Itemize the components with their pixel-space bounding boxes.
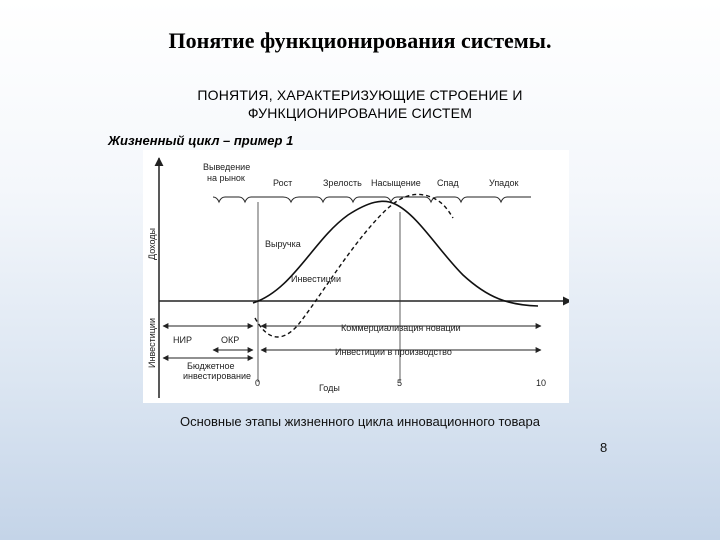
investment-curve bbox=[255, 194, 453, 337]
phase-label-growth: Рост bbox=[273, 178, 293, 188]
page-number: 8 bbox=[600, 440, 608, 455]
stage-label-okr: ОКР bbox=[221, 335, 240, 345]
x-axis-label-years: Годы bbox=[319, 383, 340, 393]
stage-label-commercialization: Коммерциализация новации bbox=[341, 323, 461, 333]
figure-label: Жизненный цикл – пример 1 bbox=[108, 133, 294, 148]
phase-label-decline: Спад bbox=[437, 178, 459, 188]
stage-label-budget-1: Бюджетное bbox=[187, 361, 235, 371]
x-tick-0: 0 bbox=[255, 378, 261, 388]
lifecycle-diagram-svg bbox=[143, 150, 569, 403]
subtitle-line-1: ПОНЯТИЯ, ХАРАКТЕРИЗУЮЩИЕ СТРОЕНИЕ И bbox=[197, 87, 523, 103]
stage-label-production-investment: Инвестиции в производство bbox=[335, 347, 452, 357]
phase-label-market-entry-2: на рынок bbox=[207, 173, 245, 183]
phase-label-downturn: Упадок bbox=[489, 178, 519, 188]
stage-label-budget-2: инвестирование bbox=[183, 371, 252, 381]
phase-brackets bbox=[213, 197, 531, 202]
lifecycle-diagram bbox=[143, 150, 569, 403]
curve-label-investment: Инвестиции bbox=[291, 274, 341, 284]
stage-label-nir: НИР bbox=[173, 335, 192, 345]
phase-label-market-entry-1: Выведение bbox=[203, 162, 251, 172]
phase-label-maturity: Зрелость bbox=[323, 178, 362, 188]
x-tick-10: 10 bbox=[536, 378, 547, 388]
slide-title: Понятие функционирования системы. bbox=[168, 28, 552, 53]
phase-label-saturation: Насыщение bbox=[371, 178, 421, 188]
axis-label-investment: Инвестиции bbox=[147, 318, 157, 368]
revenue-curve bbox=[253, 201, 538, 306]
slide-subtitle bbox=[130, 86, 590, 122]
curve-label-revenue: Выручка bbox=[265, 239, 301, 249]
axis-label-income: Доходы bbox=[147, 227, 157, 260]
subtitle-line-2: ФУНКЦИОНИРОВАНИЕ СИСТЕМ bbox=[247, 105, 473, 121]
x-tick-5: 5 bbox=[397, 378, 403, 388]
figure-caption: Основные этапы жизненного цикла инновационного товара bbox=[179, 414, 540, 429]
